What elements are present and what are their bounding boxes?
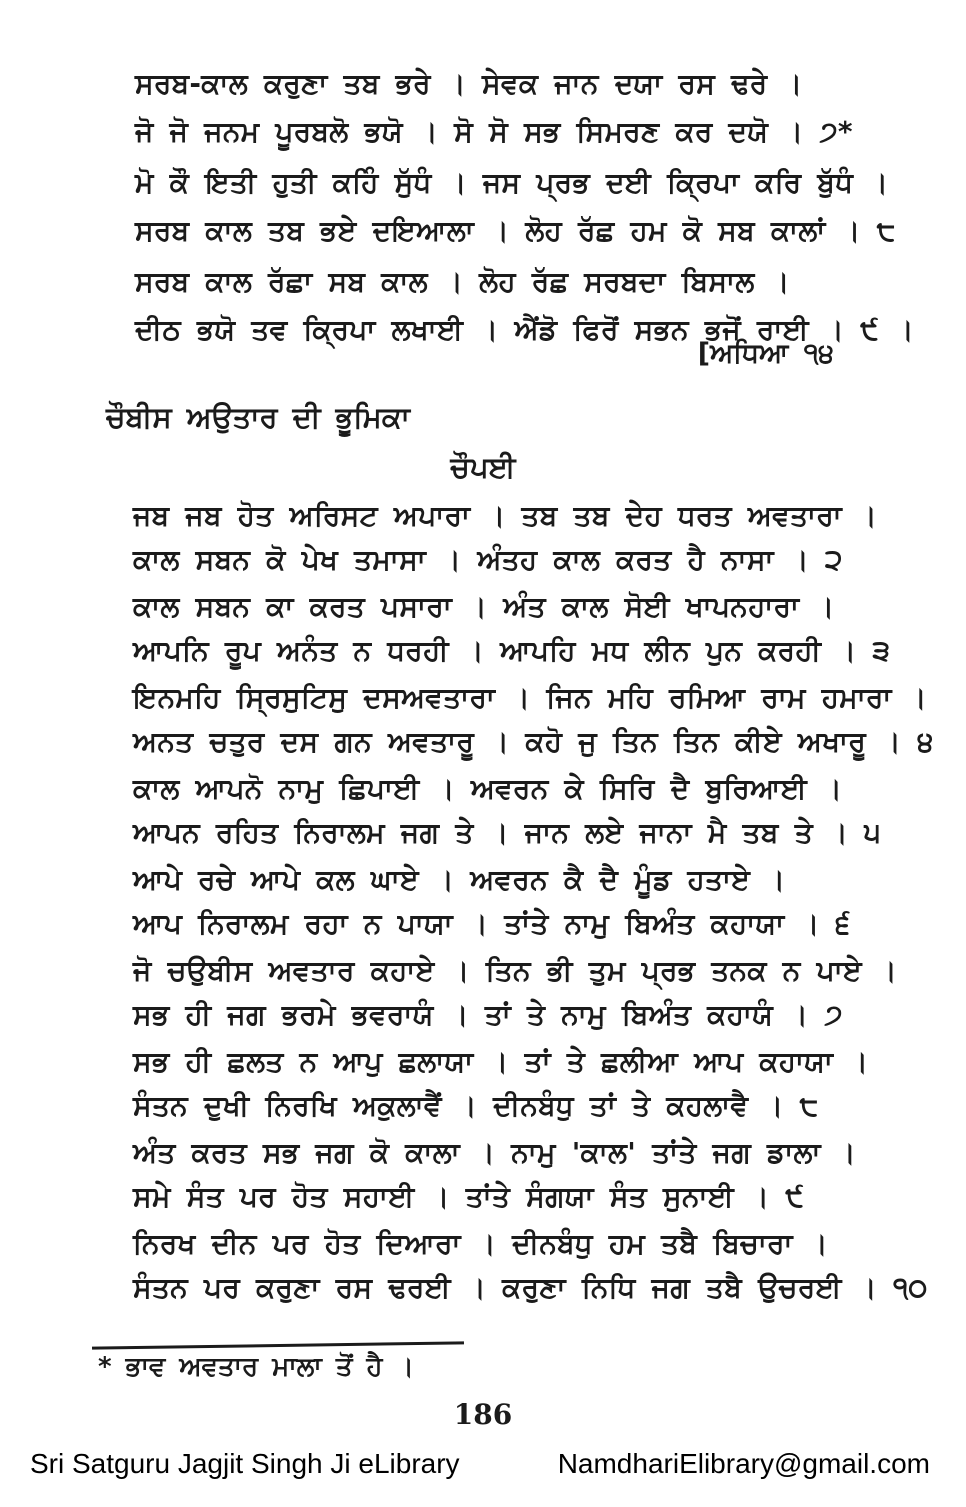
verse-line: ਇਨਮਹਿ ਸ੍ਰਿਸੁਟਿਸੁ ਦਸਅਵਤਾਰਾ । ਜਿਨ ਮਹਿ ਰਮਿਆ ਰਾਮ ਹਮਾਰਾ । <box>133 681 927 714</box>
verse-couplet <box>133 1222 934 1310</box>
verse-line: ਸਮੇ ਸੰਤ ਪਰ ਹੋਤ ਸਹਾਈ । ਤਾਂਤੇ ਸੰਗਯਾ ਸੰਤ ਸੁਨਾਈ । ੯ <box>133 1180 804 1213</box>
section-heading: ਚੌਬੀਸ ਅਉਤਾਰ ਦੀ ਭੂਮਿਕਾ <box>106 400 410 434</box>
footer-library-label: Sri Satguru Jagjit Singh Ji eLibrary <box>30 1448 460 1479</box>
verse-line: ਸਰਬ ਕਾਲ ਰੱਛਾ ਸਬ ਕਾਲ । ਲੋਹ ਰੱਛ ਸਰਬਦਾ ਬਿਸਾਲ । <box>135 265 790 298</box>
verse-line: ਕਾਲ ਸਬਨ ਕੋ ਪੇਖ ਤਮਾਸਾ । ਅੰਤਹ ਕਾਲ ਕਰਤ ਹੈ ਨਾਸਾ । ੨ <box>133 543 843 576</box>
verse-line: ਜੋ ਜੋ ਜਨਮ ਪੂਰਬਲੋ ਭਯੋ । ਸੋ ਸੋ ਸਭ ਸਿਮਰਣ ਕਰ ਦਯੋ । ੭* <box>135 115 853 148</box>
verse-line: ਸਰਬ ਕਾਲ ਤਬ ਭਏ ਦਇਆਲਾ । ਲੋਹ ਰੱਛ ਹਮ ਕੋ ਸਬ ਕਾਲਾਂ । ੮ <box>135 214 896 247</box>
verse-couplet <box>133 1040 934 1128</box>
verse-line: ਆਪਨ ਰਹਿਤ ਨਿਰਾਲਮ ਜਗ ਤੇ । ਜਾਨ ਲਏ ਜਾਨਾ ਮੈ ਤਬ ਤੇ । ੫ <box>133 816 881 849</box>
verse-line: ਸਭ ਹੀ ਛਲਤ ਨ ਆਪੁ ਛਲਾਯਾ । ਤਾਂ ਤੇ ਛਲੀਆ ਆਪ ਕਹਾਯਾ । <box>133 1045 869 1078</box>
verse-line: ਜਬ ਜਬ ਹੋਤ ਅਰਿਸਟ ਅਪਾਰਾ । ਤਬ ਤਬ ਦੇਹ ਧਰਤ ਅਵਤਾਰਾ । <box>133 499 878 532</box>
page-footer <box>30 1448 930 1480</box>
page-number: 186 <box>453 1398 513 1431</box>
verse-line: ਅਨਤ ਚਤੁਰ ਦਸ ਗਨ ਅਵਤਾਰੂ । ਕਹੋ ਜੁ ਤਿਨ ਤਿਨ ਕੀਏ ਅਖਾਰੂ । ੪ <box>133 725 934 758</box>
verse-couplet <box>135 60 914 156</box>
verse-line: ਕਾਲ ਆਪਨੋ ਨਾਮੁ ਛਿਪਾਈ । ਅਵਰਨ ਕੇ ਸਿਰਿ ਦੈ ਬੁਰਿਆਈ । <box>133 772 843 805</box>
verse-line: ਸੰਤਨ ਪਰ ਕਰੁਣਾ ਰਸ ਢਰਈ । ਕਰੁਣਾ ਨਿਧਿ ਜਗ ਤਬੈ ਉਚਰਈ । ੧੦ <box>133 1271 928 1304</box>
verse-line: ਦੀਠ ਭਯੋ ਤਵ ਕ੍ਰਿਪਾ ਲਖਾਈ । ਐਂਡੋ ਫਿਰੋਂ ਸਭਨ ਭਜੋਂ ਰਾਈ । ੯ । <box>135 313 915 346</box>
verse-couplet <box>133 494 934 582</box>
chaupai-verses <box>133 494 934 1313</box>
footer-email-label: NamdhariElibrary@gmail.com <box>557 1448 930 1479</box>
verse-line: ਆਪਨਿ ਰੂਪ ਅਨੰਤ ਨ ਧਰਹੀ । ਆਪਹਿ ਮਧ ਲੀਨ ਪੁਨ ਕਰਹੀ । ੩ <box>133 634 891 667</box>
verse-couplet <box>133 858 934 946</box>
opening-verses <box>135 60 914 357</box>
verse-form-heading: ਚੌਪਈ <box>450 450 516 484</box>
verse-couplet <box>133 676 934 764</box>
footnote-rule <box>92 1341 464 1349</box>
verse-line: ਕਾਲ ਸਬਨ ਕਾ ਕਰਤ ਪਸਾਰਾ । ਅੰਤ ਕਾਲ ਸੋਈ ਖਾਪਨਹਾਰਾ । <box>133 590 835 623</box>
verse-line: ਸਭ ਹੀ ਜਗ ਭਰਮੇ ਭਵਰਾਯੰ । ਤਾਂ ਤੇ ਨਾਮੁ ਬਿਅੰਤ ਕਹਾਯੰ । ੭ <box>133 998 843 1031</box>
verse-couplet <box>133 585 934 673</box>
verse-line: ਸੰਤਨ ਦੁਖੀ ਨਿਰਖਿ ਅਕੁਲਾਵੈਂ । ਦੀਨਬੰਧੁ ਤਾਂ ਤੇ ਕਹਲਾਵੈ । ੮ <box>133 1089 819 1122</box>
verse-couplet <box>135 159 914 255</box>
verse-line: ਮੋ ਕੌ ਇਤੀ ਹੁਤੀ ਕਹਿੰ ਸੁੱਧੰ । ਜਸ ਪ੍ਰਭ ਦਈ ਕ੍ਰਿਪਾ ਕਰਿ ਬੁੱਧੰ । <box>135 166 889 199</box>
verse-couplet <box>133 767 934 855</box>
verse-couplet <box>133 949 934 1037</box>
verse-couplet <box>133 1131 934 1219</box>
verse-line: ਨਿਰਖ ਦੀਨ ਪਰ ਹੋਤ ਦਿਆਰਾ । ਦੀਨਬੰਧੁ ਹਮ ਤਬੈ ਬਿਚਾਰਾ । <box>133 1227 829 1260</box>
verse-line: ਜੋ ਚਉਬੀਸ ਅਵਤਾਰ ਕਹਾਏ । ਤਿਨ ਭੀ ਤੁਮ ਪ੍ਰਭ ਤਨਕ ਨ ਪਾਏ । <box>133 954 898 987</box>
footnote: * ਭਾਵ ਅਵਤਾਰ ਮਾਲਾ ਤੋਂ ਹੈ । <box>98 1352 415 1382</box>
chapter-reference: [ਅਧਿਆ ੧੪ <box>697 338 834 369</box>
verse-line: ਸਰਬ-ਕਾਲ ਕਰੁਣਾ ਤਬ ਭਰੇ । ਸੇਵਕ ਜਾਨ ਦਯਾ ਰਸ ਢਰੇ । <box>135 67 803 100</box>
verse-line: ਅੰਤ ਕਰਤ ਸਭ ਜਗ ਕੋ ਕਾਲਾ । ਨਾਮੁ 'ਕਾਲ' ਤਾਂਤੇ ਜਗ ਡਾਲਾ । <box>133 1136 857 1169</box>
verse-line: ਆਪ ਨਿਰਾਲਮ ਰਹਾ ਨ ਪਾਯਾ । ਤਾਂਤੇ ਨਾਮੁ ਬਿਅੰਤ ਕਹਾਯਾ । ੬ <box>133 907 851 940</box>
verse-line: ਆਪੇ ਰਚੇ ਆਪੇ ਕਲ ਘਾਏ । ਅਵਰਨ ਕੈ ਦੈ ਮੂੰਡ ਹਤਾਏ । <box>133 863 786 896</box>
